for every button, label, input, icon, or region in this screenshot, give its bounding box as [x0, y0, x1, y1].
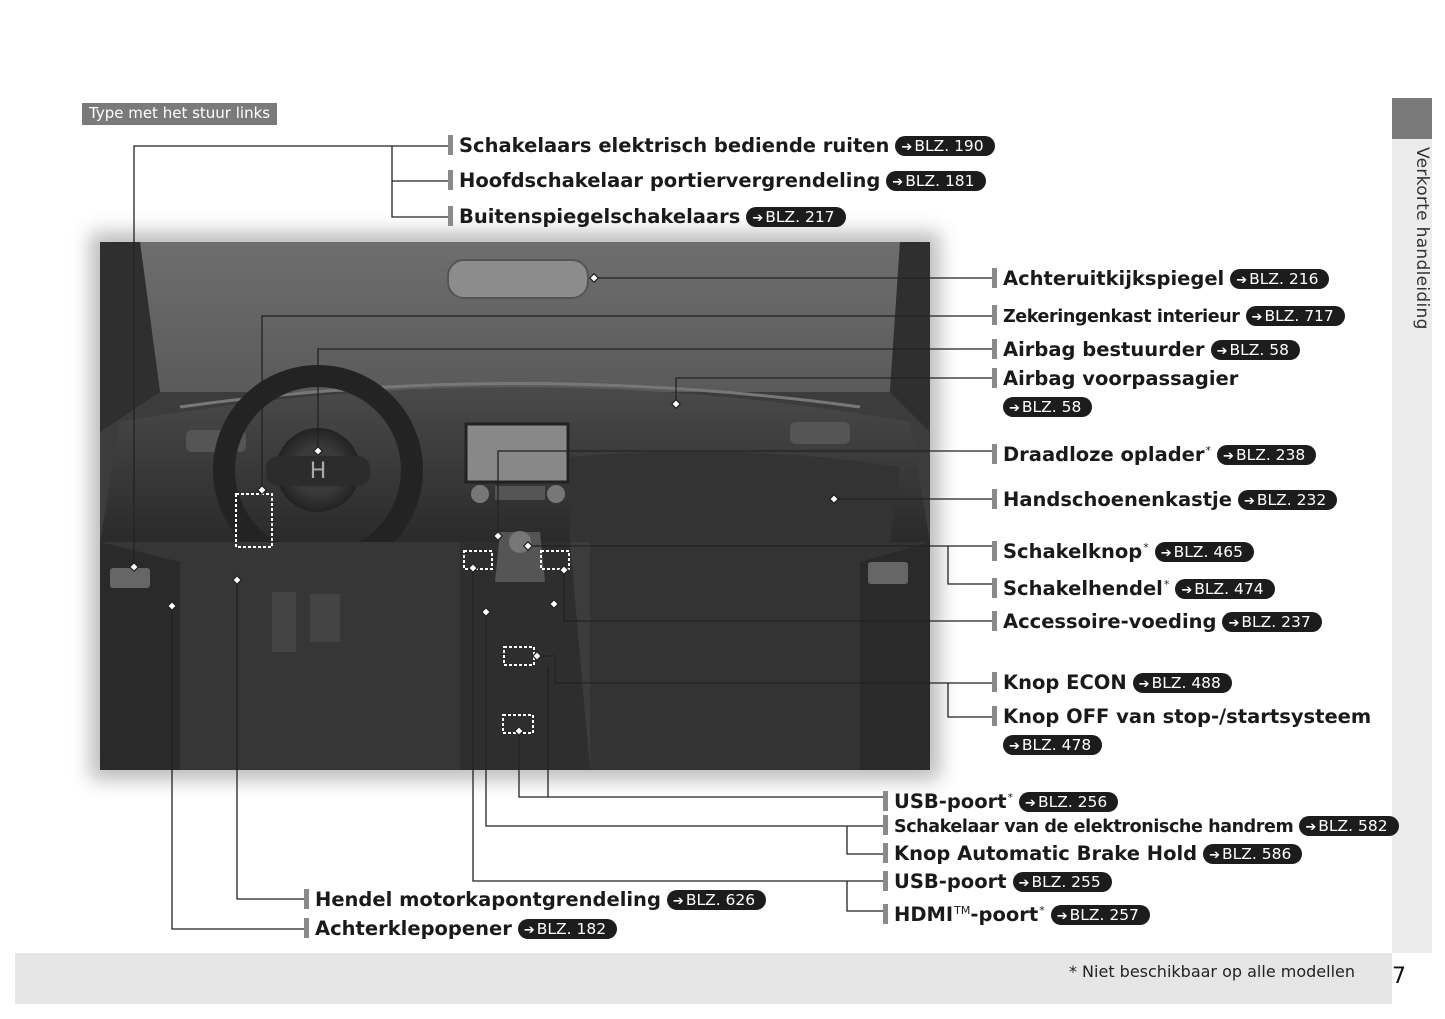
label-accessory-power: Accessoire-voeding ➔ BLZ. 237: [992, 610, 1322, 635]
arrow-right-icon: ➔: [1025, 796, 1036, 811]
arrow-right-icon: ➔: [523, 923, 535, 938]
section-side-label: Verkorte handleiding: [1412, 147, 1432, 330]
label-mirror-switches: Buitenspiegelschakelaars ➔ BLZ. 217: [448, 205, 846, 230]
page-ref-link[interactable]: ➔ BLZ. 257: [1051, 905, 1150, 925]
label-glove-box: Handschoenenkastje ➔ BLZ. 232: [992, 488, 1337, 513]
page-ref-link[interactable]: ➔ BLZ. 238: [1217, 445, 1316, 465]
page-ref-link[interactable]: ➔ BLZ. 626: [667, 890, 766, 910]
page-ref-link[interactable]: ➔ BLZ. 478: [1003, 735, 1102, 755]
label-rearview-mirror: Achteruitkijkspiegel ➔ BLZ. 216: [992, 267, 1329, 292]
label-usb-port: USB-poort ➔ BLZ. 255: [883, 870, 1112, 895]
label-tailgate-opener: Achterklepopener ➔ BLZ. 182: [304, 917, 617, 942]
arrow-right-icon: ➔: [1305, 820, 1317, 835]
page-ref-link[interactable]: ➔ BLZ. 582: [1299, 816, 1398, 836]
label-door-lock-master-switch: Hoofdschakelaar portiervergrendeling ➔ BLZ. 181: [448, 169, 986, 194]
arrow-right-icon: ➔: [892, 175, 904, 190]
arrow-right-icon: ➔: [1056, 909, 1068, 924]
arrow-right-icon: ➔: [1181, 583, 1193, 598]
page-ref-link[interactable]: ➔ BLZ. 255: [1013, 872, 1112, 892]
label-shift-button: Schakelknop* ➔ BLZ. 465: [992, 536, 1254, 565]
page-ref-link[interactable]: ➔ BLZ. 190: [895, 136, 994, 156]
svg-text:H: H: [309, 459, 327, 484]
label-hdmi-port: HDMI™-poort* ➔ BLZ. 257: [883, 899, 1150, 928]
page-ref-link[interactable]: ➔ BLZ. 58: [1003, 397, 1092, 417]
model-type-tag: Type met het stuur links: [82, 103, 277, 125]
arrow-right-icon: ➔: [1251, 310, 1263, 325]
dashboard-photo: [100, 242, 930, 770]
page-ref-link[interactable]: ➔ BLZ. 181: [886, 171, 985, 191]
label-wireless-charger: Draadloze oplader* ➔ BLZ. 238: [992, 439, 1316, 468]
arrow-right-icon: ➔: [752, 211, 764, 226]
label-interior-fuse-box: Zekeringenkast interieur ➔ BLZ. 717: [992, 305, 1345, 329]
label-passenger-airbag: Airbag voorpassagier ➔ BLZ. 58: [992, 367, 1238, 420]
arrow-right-icon: ➔: [901, 140, 913, 155]
arrow-right-icon: ➔: [1216, 344, 1228, 359]
page-ref-link[interactable]: ➔ BLZ. 717: [1246, 306, 1345, 326]
arrow-right-icon: ➔: [1009, 401, 1020, 416]
page-ref-link[interactable]: ➔ BLZ. 256: [1019, 792, 1118, 812]
arrow-right-icon: ➔: [1223, 449, 1234, 464]
arrow-right-icon: ➔: [1009, 739, 1020, 754]
arrow-right-icon: ➔: [1209, 848, 1221, 863]
dashboard-illustration: [100, 242, 930, 770]
page-ref-link[interactable]: ➔ BLZ. 217: [746, 207, 845, 227]
arrow-right-icon: ➔: [1236, 273, 1248, 288]
label-econ-button: Knop ECON ➔ BLZ. 488: [992, 671, 1232, 696]
page-number: 7: [1392, 964, 1406, 989]
section-tab-marker: [1392, 98, 1432, 139]
label-power-window-switches: Schakelaars elektrisch bediende ruiten ➔ BLZ. 190: [448, 134, 995, 159]
arrow-right-icon: ➔: [672, 894, 684, 909]
page-ref-link[interactable]: ➔ BLZ. 58: [1211, 340, 1300, 360]
page-ref-link[interactable]: ➔ BLZ. 182: [518, 919, 617, 939]
footnote: * Niet beschikbaar op alle modellen: [1068, 962, 1355, 981]
label-brake-hold-button: Knop Automatic Brake Hold ➔ BLZ. 586: [883, 842, 1302, 867]
page-ref-link[interactable]: ➔ BLZ. 586: [1203, 844, 1302, 864]
page-ref-link[interactable]: ➔ BLZ. 237: [1222, 612, 1321, 632]
arrow-right-icon: ➔: [1228, 616, 1240, 631]
label-shift-lever: Schakelhendel* ➔ BLZ. 474: [992, 573, 1275, 602]
label-driver-airbag: Airbag bestuurder ➔ BLZ. 58: [992, 338, 1300, 363]
page-ref-link[interactable]: ➔ BLZ. 474: [1175, 579, 1274, 599]
arrow-right-icon: ➔: [1018, 876, 1030, 891]
page-ref-link[interactable]: ➔ BLZ. 465: [1155, 542, 1254, 562]
arrow-right-icon: ➔: [1243, 494, 1255, 509]
arrow-right-icon: ➔: [1138, 677, 1150, 692]
page-ref-link[interactable]: ➔ BLZ. 216: [1230, 269, 1329, 289]
label-usb-port-optional: USB-poort* ➔ BLZ. 256: [883, 786, 1118, 815]
label-hood-release-lever: Hendel motorkapontgrendeling ➔ BLZ. 626: [304, 888, 766, 913]
page-ref-link[interactable]: ➔ BLZ. 232: [1238, 490, 1337, 510]
page-ref-link[interactable]: ➔ BLZ. 488: [1133, 673, 1232, 693]
label-stop-start-off-button: Knop OFF van stop-/startsysteem ➔ BLZ. 478: [992, 705, 1371, 758]
arrow-right-icon: ➔: [1160, 546, 1172, 561]
label-electric-parking-brake: Schakelaar van de elektronische handrem ➔ BLZ. 582: [883, 815, 1399, 839]
